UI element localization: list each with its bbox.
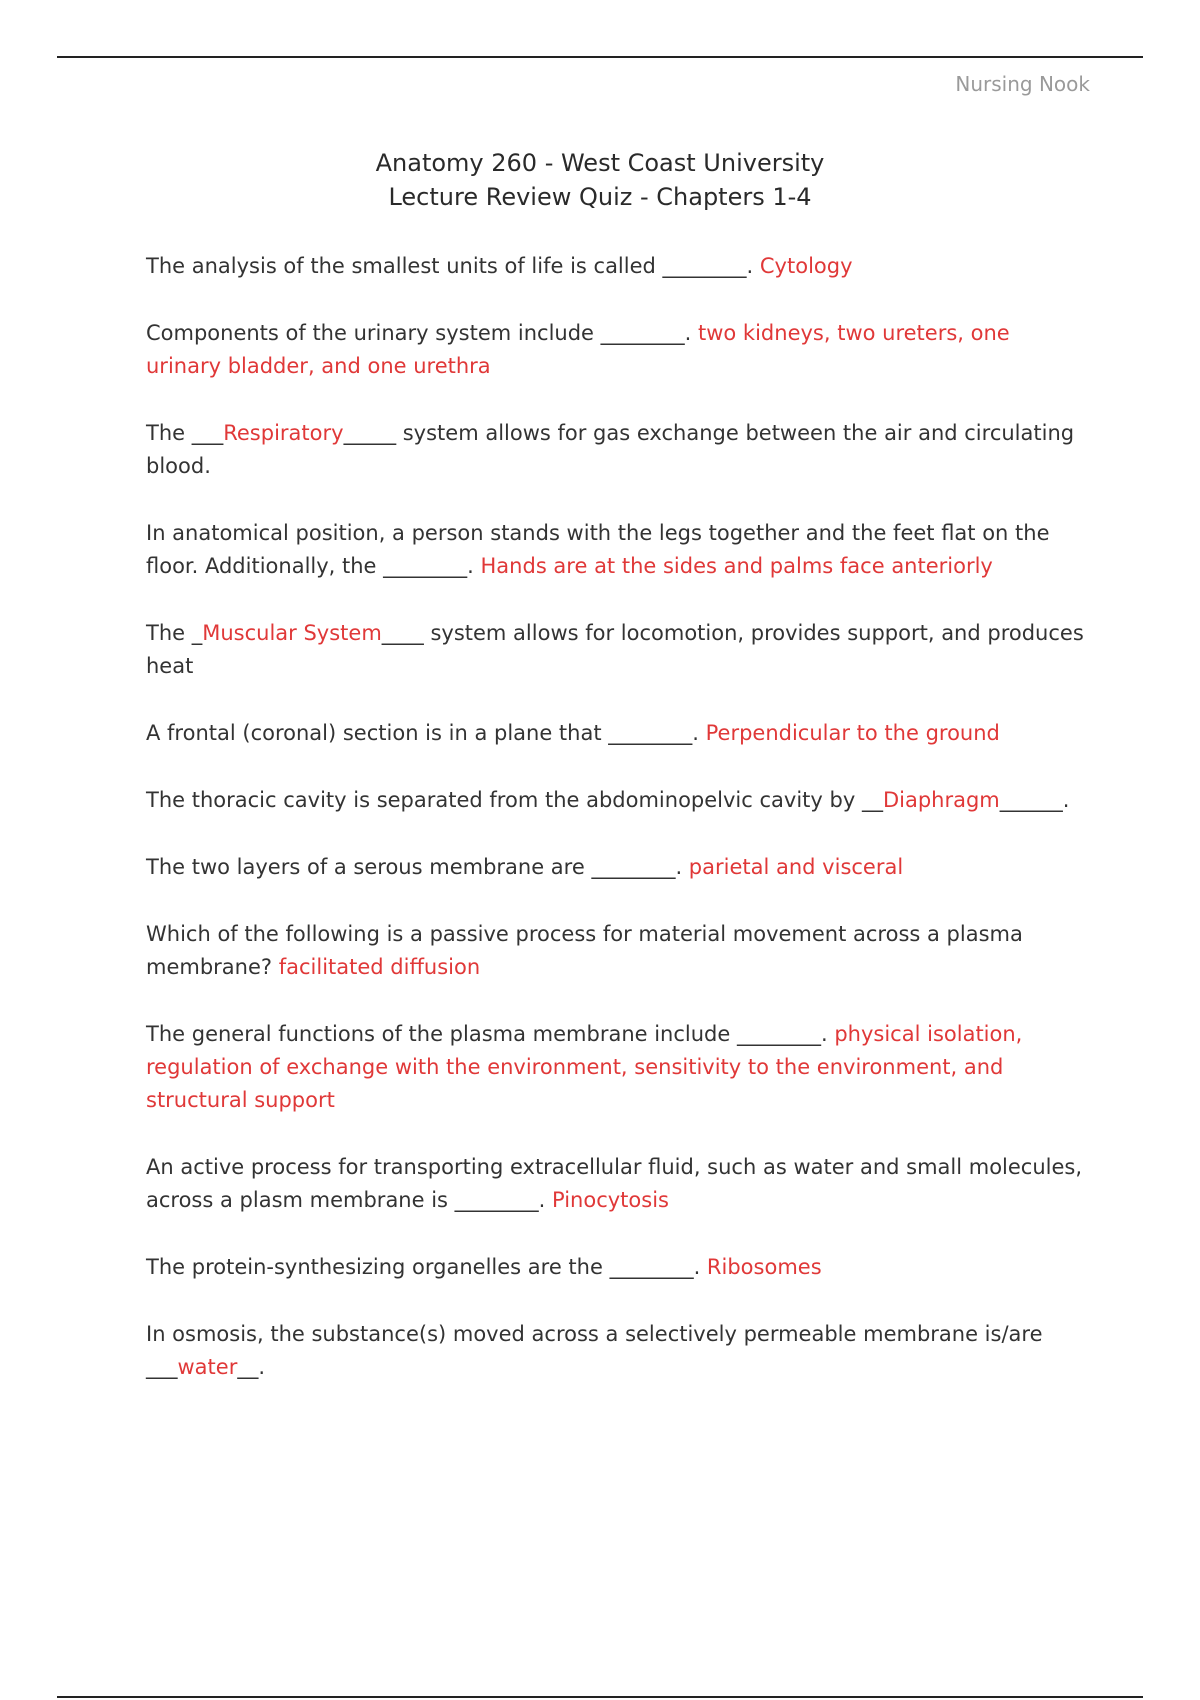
question-text-after: ______.: [999, 788, 1070, 812]
title-line-1: Anatomy 260 - West Coast University: [375, 149, 825, 177]
question-5: [146, 617, 1086, 683]
question-6: [146, 717, 1086, 750]
quiz-question-list: [146, 250, 1086, 1418]
answer-text: Pinocytosis: [552, 1188, 669, 1212]
question-text: The ___: [146, 421, 224, 445]
brand-header: Nursing Nook: [955, 72, 1090, 96]
question-text: Components of the urinary system include ________.: [146, 321, 698, 345]
question-text: The protein-synthesizing organelles are the ________.: [146, 1255, 707, 1279]
question-text-after: _____ system allows for gas exchange between the air and circulating blood.: [146, 421, 1075, 478]
question-13: [146, 1318, 1086, 1384]
question-2: [146, 317, 1086, 383]
answer-text: Perpendicular to the ground: [705, 721, 1000, 745]
answer-text: Respiratory: [223, 421, 344, 445]
question-text: The general functions of the plasma membrane include ________.: [146, 1022, 835, 1046]
answer-text: Muscular System: [202, 621, 382, 645]
answer-text: Hands are at the sides and palms face anteriorly: [480, 554, 993, 578]
question-9: [146, 918, 1086, 984]
answer-text: Ribosomes: [706, 1255, 822, 1279]
question-text-after: __.: [237, 1355, 266, 1379]
question-8: [146, 851, 1086, 884]
question-text: An active process for transporting extracellular fluid, such as water and small molecules, across a plasm membrane is ________.: [146, 1155, 1083, 1212]
question-4: [146, 517, 1086, 583]
question-text-after: ____ system allows for locomotion, provides support, and produces heat: [146, 621, 1084, 678]
question-text: The _: [146, 621, 203, 645]
answer-text: facilitated diffusion: [278, 955, 481, 979]
question-text: The analysis of the smallest units of life is called ________.: [146, 254, 760, 278]
question-12: [146, 1251, 1086, 1284]
question-text: Which of the following is a passive process for material movement across a plasma membrane?: [146, 922, 1023, 979]
question-text: In anatomical position, a person stands with the legs together and the feet flat on the floor. Additionally, the ________.: [146, 521, 1050, 578]
question-7: [146, 784, 1086, 817]
question-text: In osmosis, the substance(s) moved across a selectively permeable membrane is/are ___: [146, 1322, 1043, 1379]
answer-text: Cytology: [759, 254, 853, 278]
answer-text: parietal and visceral: [688, 855, 904, 879]
answer-text: Diaphragm: [882, 788, 1000, 812]
answer-text: water: [177, 1355, 238, 1379]
title-line-2: Lecture Review Quiz - Chapters 1-4: [388, 183, 812, 211]
answer-text: two kidneys, two ureters, one urinary bladder, and one urethra: [146, 321, 1010, 378]
question-text: The two layers of a serous membrane are ________.: [146, 855, 689, 879]
document-title: [0, 146, 1200, 214]
question-11: [146, 1151, 1086, 1217]
answer-text: physical isolation, regulation of exchange with the environment, sensitivity to the environment, and structural support: [146, 1022, 1023, 1112]
question-3: [146, 417, 1086, 483]
question-10: [146, 1018, 1086, 1117]
question-1: [146, 250, 1086, 283]
question-text: The thoracic cavity is separated from the abdominopelvic cavity by __: [146, 788, 883, 812]
bottom-rule: [57, 1696, 1143, 1698]
top-rule: [57, 56, 1143, 58]
question-text: A frontal (coronal) section is in a plane that ________.: [146, 721, 706, 745]
